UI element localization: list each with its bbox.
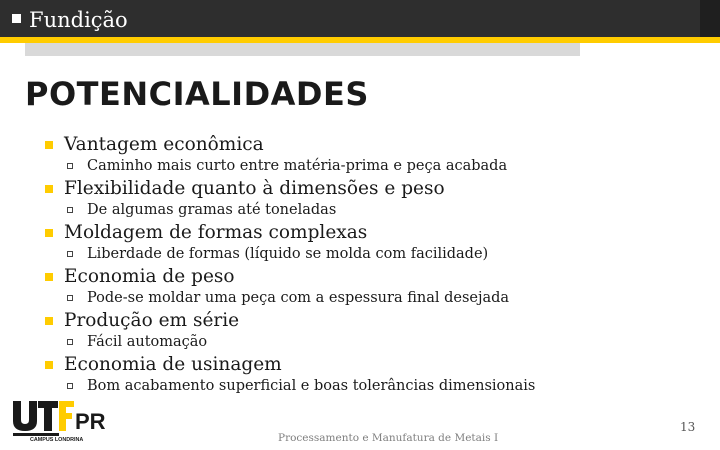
yellow-square-bullet-icon: [45, 361, 53, 369]
square-bullet-icon: [12, 14, 21, 23]
bullet-level1: [45, 265, 705, 289]
yellow-square-bullet-icon: [45, 185, 53, 193]
bullet-text: Flexibilidade quanto à dimensões e peso: [64, 178, 445, 199]
bullet-text: Moldagem de formas complexas: [64, 222, 368, 243]
sub-bullet-text: De algumas gramas até toneladas: [87, 202, 337, 218]
bullet-level1: [45, 353, 705, 377]
bullet-text: Economia de peso: [64, 266, 235, 287]
list-item: [45, 221, 705, 264]
header-bar: [0, 0, 700, 37]
list-item: [45, 177, 705, 220]
bullet-level1: [45, 177, 705, 201]
yellow-square-bullet-icon: [45, 273, 53, 281]
bullet-level2: [45, 245, 705, 264]
sub-bullet-text: Caminho mais curto entre matéria-prima e peça acabada: [87, 158, 508, 174]
bullet-level2: [45, 201, 705, 220]
hollow-square-bullet-icon: [67, 295, 73, 301]
hollow-square-bullet-icon: [67, 383, 73, 389]
logo-campus-text: CAMPUS LONDRINA: [30, 437, 84, 442]
bullet-level2: [45, 377, 705, 396]
bullet-level2: [45, 333, 705, 352]
bullet-level1: [45, 309, 705, 333]
bullet-level2: [45, 157, 705, 176]
list-item: [45, 265, 705, 308]
hollow-square-bullet-icon: [67, 163, 73, 169]
yellow-square-bullet-icon: [45, 229, 53, 237]
bullet-level1: [45, 221, 705, 245]
bullet-text: Vantagem econômica: [64, 134, 264, 155]
yellow-square-bullet-icon: [45, 141, 53, 149]
footer-course: Processamento e Manufatura de Metais I: [278, 432, 499, 444]
slide-title: POTENCIALIDADES: [25, 75, 369, 113]
bullet-list: [45, 133, 705, 397]
hollow-square-bullet-icon: [67, 339, 73, 345]
bullet-text: Produção em série: [64, 310, 240, 331]
list-item: [45, 353, 705, 396]
yellow-square-bullet-icon: [45, 317, 53, 325]
bullet-text: Economia de usinagem: [64, 354, 282, 375]
hollow-square-bullet-icon: [67, 251, 73, 257]
hollow-square-bullet-icon: [67, 207, 73, 213]
sub-bullet-text: Fácil automação: [87, 334, 208, 350]
accent-band: [25, 43, 580, 56]
bullet-level1: [45, 133, 705, 157]
page-number: 13: [680, 420, 696, 434]
section-title-text: Fundição: [29, 8, 128, 32]
list-item: [45, 309, 705, 352]
header-bar-corner: [700, 0, 720, 37]
logo-pr-text: PR: [75, 409, 106, 434]
sub-bullet-text: Liberdade de formas (líquido se molda com facilidade): [87, 246, 489, 262]
sub-bullet-text: Pode-se moldar uma peça com a espessura final desejada: [87, 290, 510, 306]
list-item: [45, 133, 705, 176]
bullet-level2: [45, 289, 705, 308]
sub-bullet-text: Bom acabamento superficial e boas tolerâncias dimensionais: [87, 378, 536, 394]
utfpr-logo: [12, 400, 112, 442]
section-title: [12, 8, 128, 32]
